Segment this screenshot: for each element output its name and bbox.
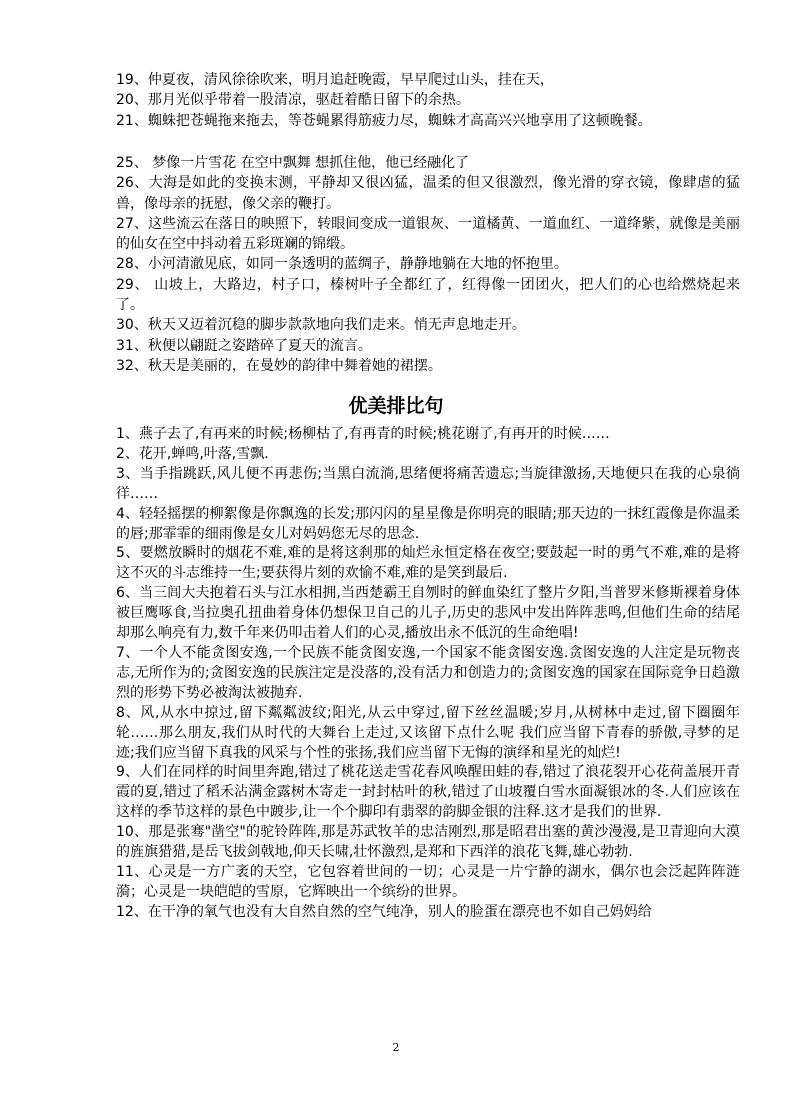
list-item: 3、当手指跳跃,风儿便不再悲伤;当黑白流淌,思绪便将痛苦遗忘;当旋律激扬,天地便只在我的心泉徜徉…… xyxy=(116,465,740,502)
list-item: 32、秋天是美丽的，在曼妙的韵律中舞着她的裙摆。 xyxy=(116,357,442,374)
list-item: 12、在干净的氧气也没有大自然自然的空气纯净，别人的脸蛋在漂亮也不如自己妈妈给 xyxy=(116,903,652,920)
list-item: 8、风,从水中掠过,留下粼粼波纹;阳光,从云中穿过,留下丝丝温暖;岁月,从树林中走过,留下圈圈年轮……那么朋友,我们从时代的大舞台上走过,又该留下点什么呢 我们应当留下青春的骄傲,寻梦的足迹;我们应当留下真我的风采与个性的张扬,我们应当留下无悔的演绎和星光的灿烂! xyxy=(116,704,740,761)
list-item: 27、这些流云在落日的映照下，转眼间变成一道银灰、一道橘黄、一道血红、一道绛紫，就像是美丽的仙女在空中抖动着五彩斑斓的锦缎。 xyxy=(116,215,740,253)
list-item: 21、蜘蛛把苍蝇拖来拖去，等苍蝇累得筋疲力尽，蜘蛛才高高兴兴地享用了这顿晚餐。 xyxy=(116,112,652,129)
list-item: 2、花开,蝉鸣,叶落,雪飘. xyxy=(116,445,269,462)
list-item: 28、小河清澈见底，如同一条透明的蓝绸子，静静地躺在大地的怀抱里。 xyxy=(116,256,568,273)
page-number: 2 xyxy=(392,1041,400,1054)
list-item: 25、 梦像一片雪花 在空中飘舞 想抓住他，他已经融化了 xyxy=(116,155,470,171)
parallelism-sentence-list xyxy=(116,425,740,923)
sentence-list-top xyxy=(116,70,740,131)
section-heading: 优美排比句 xyxy=(348,395,444,417)
list-item: 4、轻轻摇摆的柳絮像是你飘逸的长发;那闪闪的星星像是你明亮的眼睛;那天边的一抹红霞像是你温柔的唇;那霏霏的细雨像是女儿对妈妈您无尽的思念. xyxy=(116,505,740,542)
list-item: 6、当三闾大夫抱着石头与江水相拥,当西楚霸王自刎时的鲜血染红了整片夕阳,当普罗米修斯裸着身体被巨鹰啄食,当拉奥孔扭曲着身体仍想保卫自己的儿子,历史的悲风中发出阵阵悲鸣,但他们生命的结尾却那么响亮有力,数千年来仍叩击着人们的心灵,播放出永不低沉的生命绝唱! xyxy=(116,585,740,642)
list-item: 1、燕子去了,有再来的时候;杨柳枯了,有再青的时候;桃花谢了,有再开的时候…… xyxy=(116,426,610,442)
list-item: 19、仲夏夜，清风徐徐吹来，明月追赶晚霞，早早爬过山头，挂在天， xyxy=(116,72,554,88)
list-item: 11、心灵是一方广袤的天空，它包容着世间的一切；心灵是一片宁静的湖水，偶尔也会泛起阵阵涟漪；心灵是一块皑皑的雪原，它辉映出一个缤纷的世界。 xyxy=(116,863,740,900)
list-item: 20、那月光似乎带着一股清凉，驱赶着酷日留下的余热。 xyxy=(116,92,470,109)
sentence-list-middle xyxy=(116,153,740,376)
list-item: 9、人们在同样的时间里奔跑,错过了桃花送走雪花春风唤醒田蛙的春,错过了浪花裂开心花荷盖展开青霞的夏,错过了稻禾沾满金露树木寄走一封封枯叶的秋,错过了山坡覆白雪水面凝银冰的冬.人们应该在这样的季节这样的景色中踱步,让一个个脚印有翡翠的韵脚金银的注释.这才是我们的世界. xyxy=(116,764,740,821)
list-item: 29、 山坡上，大路边，村子口，榛树叶子全都红了，红得像一团团火，把人们的心也给燃烧起来了。 xyxy=(116,276,740,314)
list-item: 5、要燃放瞬时的烟花不难,难的是将这刹那的灿烂永恒定格在夜空;要鼓起一时的勇气不难,难的是将这不灭的斗志维持一生;要获得片刻的欢愉不难,难的是笑到最后. xyxy=(116,545,740,582)
list-item: 7、一个人不能贪图安逸,一个民族不能贪图安逸,一个国家不能贪图安逸.贪图安逸的人注定是玩物丧志,无所作为的;贪图安逸的民族注定是没落的,没有活力和创造力的;贪图安逸的国家在国际竞争日趋激烈的形势下势必被淘汰被抛弃. xyxy=(116,644,740,701)
list-item: 26、大海是如此的变换末测，平静却又很凶猛，温柔的但又很激烈，像光滑的穿衣镜，像肆虐的猛兽，像母亲的抚慰，像父亲的鞭打。 xyxy=(116,175,740,212)
list-item: 31、秋便以翩跹之姿踏碎了夏天的流言。 xyxy=(116,337,372,354)
list-item: 30、秋天又迈着沉稳的脚步款款地向我们走来。悄无声息地走开。 xyxy=(116,317,526,334)
list-item: 10、那是张骞"凿空"的驼铃阵阵,那是苏武牧羊的忠洁刚烈,那是昭君出塞的黄沙漫漫,是卫青迎向大漠的旌旗猎猎,是岳飞拔剑戟地,仰天长啸,壮怀激烈,是郑和下西洋的浪花飞舞,雄心勃勃. xyxy=(116,824,740,861)
